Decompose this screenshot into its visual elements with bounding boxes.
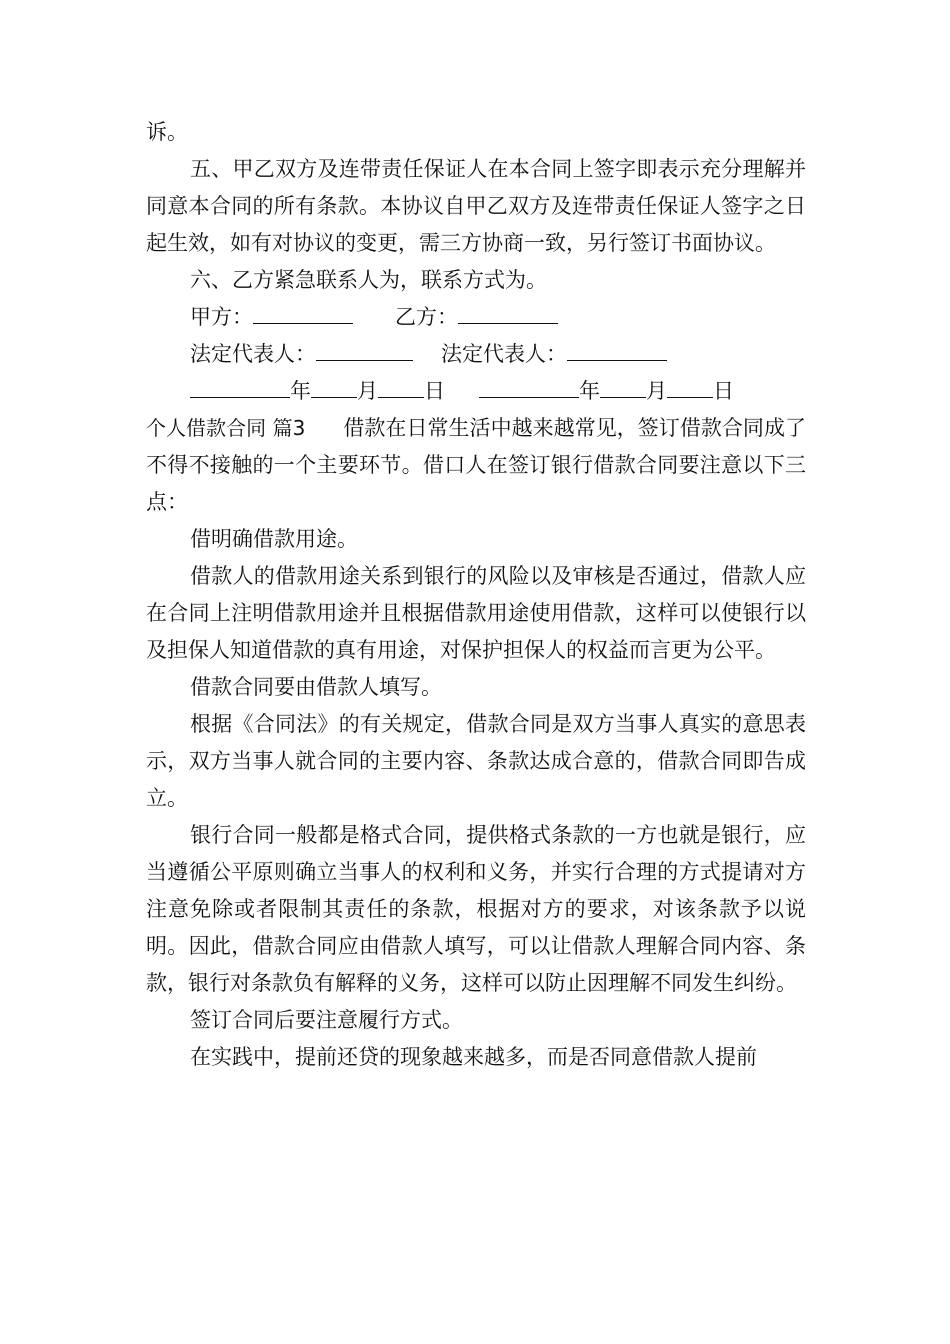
paragraph-prepayment: 在实践中，提前还贷的现象越来越多，而是否同意借款人提前: [190, 1045, 757, 1069]
date-b-month: 月: [646, 379, 667, 403]
rep-b-label: 法定代表人：: [441, 342, 567, 366]
party-b-label: 乙方：: [395, 305, 458, 329]
date-a-day-blank: [378, 375, 424, 398]
section-intro-text: 借款在日常生活中越来越常见，签订借款合同成了不得不接触的一个主要环节。借口人在签订银行借款合同要注意以下三点：: [146, 416, 806, 514]
date-b-month-blank: [600, 375, 646, 398]
paragraph-contract-law: 根据《合同法》的有关规定，借款合同是双方当事人真实的意思表示，双方当事人就合同的主要内容、条款达成合意的，借款合同即告成立。: [146, 712, 806, 810]
signature-party-row: [146, 299, 806, 336]
date-a-year: 年: [290, 379, 311, 403]
date-b-year-blank: [479, 375, 579, 398]
paragraph-bank-contract: 银行合同一般都是格式合同，提供格式条款的一方也就是银行，应当遵循公平原则确立当事人的权利和义务，并实行合理的方式提请对方注意免除或者限制其责任的条款，根据对方的要求，对该条款予以说明。因此，借款合同应由借款人填写，可以让借款人理解合同内容、条款，银行对条款负有解释的义务，这样可以防止因理解不同发生纠纷。: [146, 823, 806, 995]
rep-b-blank: [567, 338, 667, 361]
party-a-blank: [253, 301, 353, 324]
paragraph-continuation: 诉。: [146, 120, 188, 144]
date-a-year-blank: [190, 375, 290, 398]
paragraph-heading-purpose: 借明确借款用途。: [190, 527, 358, 551]
paragraph-heading-fill: 借款合同要由借款人填写。: [190, 675, 442, 699]
date-a-month: 月: [357, 379, 378, 403]
signature-date-row: [146, 373, 806, 410]
paragraph-purpose: 借款人的借款用途关系到银行的风险以及审核是否通过，借款人应在合同上注明借款用途并且根据借款用途使用借款，这样可以使银行以及担保人知道借款的真有用途，对保护担保人的权益而言更为公平。: [146, 564, 806, 662]
rep-a-label: 法定代表人：: [190, 342, 316, 366]
date-b-day-blank: [667, 375, 713, 398]
date-a-month-blank: [311, 375, 357, 398]
signature-rep-row: [146, 336, 806, 373]
section-title: 个人借款合同 篇3: [146, 416, 306, 440]
date-a-day: 日: [424, 379, 445, 403]
paragraph-clause-six: 六、乙方紧急联系人为，联系方式为。: [190, 268, 547, 292]
date-b-day: 日: [713, 379, 734, 403]
document-page: [146, 114, 806, 1076]
party-b-blank: [458, 301, 558, 324]
rep-a-blank: [316, 338, 413, 361]
party-a-label: 甲方：: [190, 305, 253, 329]
section-intro-paragraph: [146, 410, 806, 521]
date-b-year: 年: [579, 379, 600, 403]
paragraph-heading-performance: 签订合同后要注意履行方式。: [190, 1008, 463, 1032]
paragraph-clause-five: 五、甲乙双方及连带责任保证人在本合同上签字即表示充分理解并同意本合同的所有条款。本协议自甲乙双方及连带责任保证人签字之日起生效，如有对协议的变更，需三方协商一致，另行签订书面协议。: [146, 157, 806, 255]
